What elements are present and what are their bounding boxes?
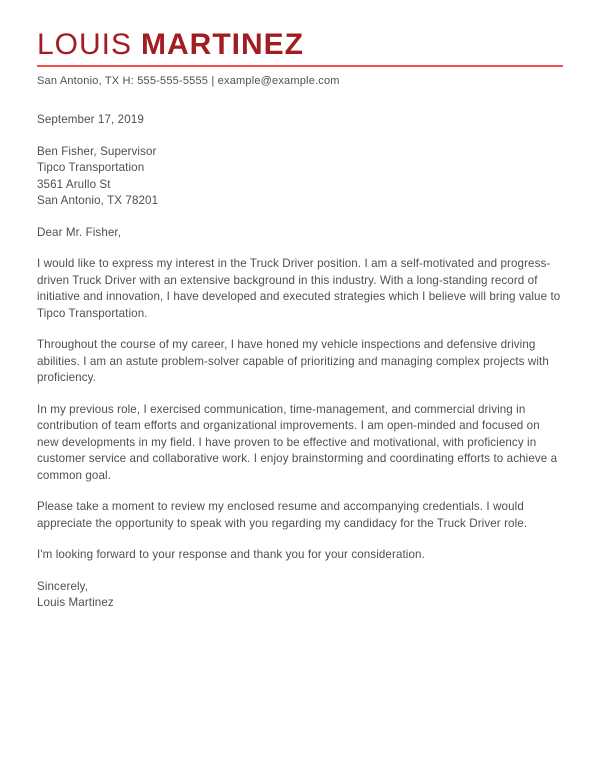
salutation: Dear Mr. Fisher, — [37, 225, 122, 239]
candidate-last-name: MARTINEZ — [141, 28, 305, 61]
body-paragraph-5: I'm looking forward to your response and thank you for your consideration. — [37, 548, 425, 561]
header-divider-rule — [37, 65, 563, 67]
letter-body — [37, 112, 563, 612]
letter-date: September 17, 2019 — [37, 113, 144, 126]
body-paragraph-2: Throughout the course of my career, I have honed my vehicle inspections and defensive driving abilities. I am an astute problem-solver capable of prioritizing and managing complex projects with proficiency. — [37, 338, 549, 384]
candidate-first-name: LOUIS — [37, 28, 133, 61]
body-paragraph-4: Please take a moment to review my enclosed resume and accompanying credentials. I would appreciate the opportunity to speak with you regarding my candidacy for the Truck Driver role. — [37, 500, 528, 530]
signature-name: Louis Martinez — [37, 596, 114, 609]
recipient-block — [37, 144, 563, 210]
candidate-name — [37, 28, 563, 62]
closing-valediction: Sincerely, — [37, 579, 89, 593]
letter-header — [37, 28, 563, 88]
recipient-street-line: 3561 Arullo St — [37, 177, 111, 191]
recipient-company-line: Tipco Transportation — [37, 161, 145, 174]
contact-info-line: San Antonio, TX H: 555-555-5555 | example@example.com — [37, 75, 340, 87]
body-paragraph-3: In my previous role, I exercised communication, time-management, and commercial driving in contribution of team efforts and organizational improvements. I am open-minded and focused on new developments in my field. I have proven to be effective and motivational, with proficiency in customer service and collaborative work. I enjoy brainstorming and coordinating efforts to achieve a common goal. — [37, 402, 558, 482]
body-paragraph-1: I would like to express my interest in the Truck Driver position. I am a self-motivated and progress-driven Truck Driver with an extensive background in this industry. With a long-standing record of initiative and innovation, I have developed and executed strategies which I believe will bring value to Tipco Transportation. — [37, 257, 561, 320]
recipient-city-line: San Antonio, TX 78201 — [37, 194, 159, 207]
recipient-name-line: Ben Fisher, Supervisor — [37, 144, 157, 158]
